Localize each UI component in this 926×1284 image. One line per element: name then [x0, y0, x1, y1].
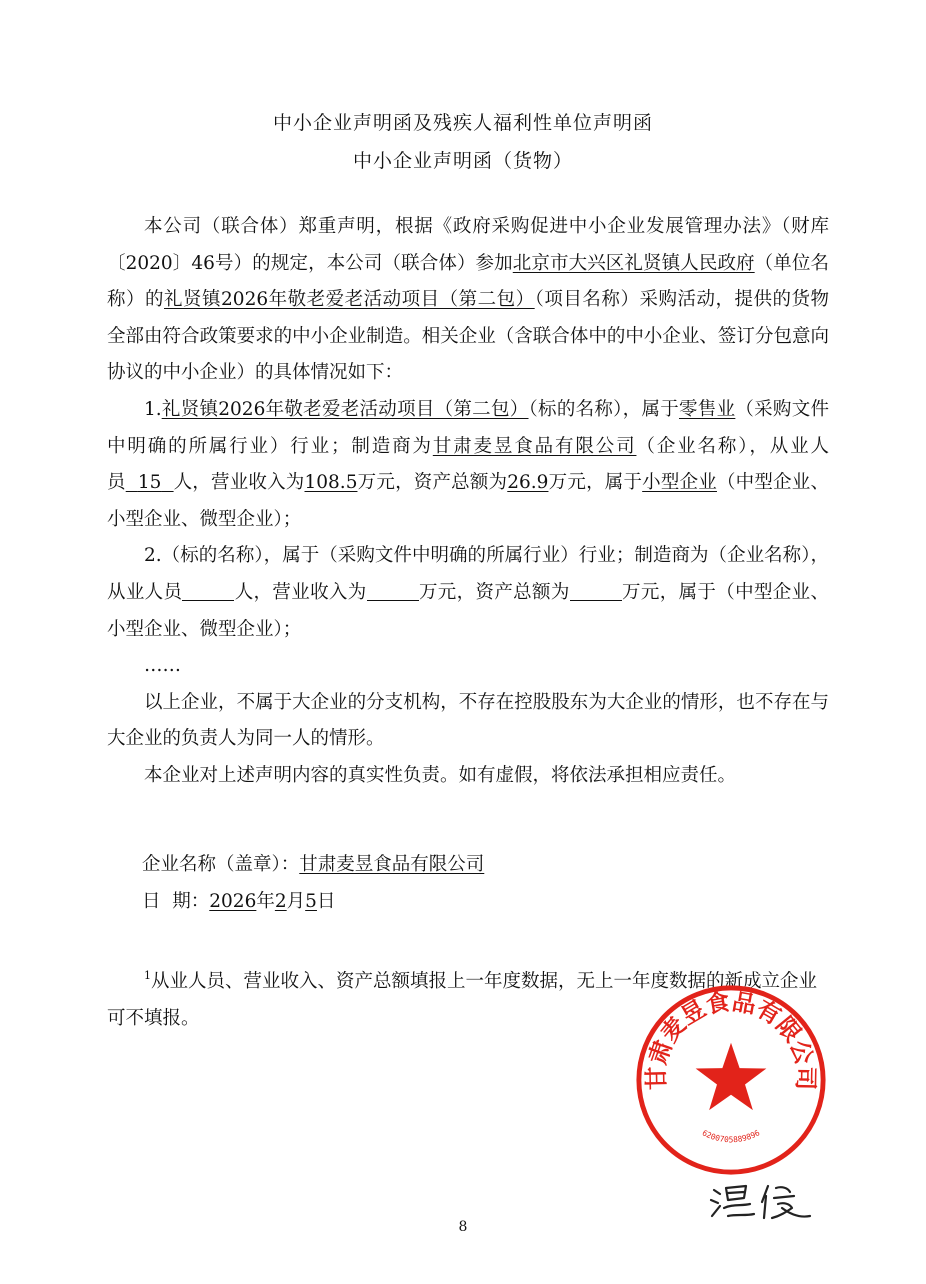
blank-revenue: [367, 578, 419, 601]
company-seal: [633, 982, 829, 1178]
ellipsis: ……: [144, 655, 181, 677]
company-name-label: 企业名称（盖章）：: [142, 854, 300, 875]
intro-paragraph: 本公司（联合体）郑重声明，根据《政府采购促进中小企业发展管理办法》（财库〔2020〕46号）的规定，本公司（联合体）参加北京市大兴区礼贤镇人民政府（单位名称）的礼贤镇2026年敬老爱老活动项目（第二包）（项目名称）采购活动，提供的货物全部由符合政策要求的中小企业制造。相关企业（含联合体中的中小企业、签订分包意向协议的中小企业）的具体情况如下：: [107, 216, 829, 384]
statement-responsibility: 本企业对上述声明内容的真实性负责。如有虚假，将依法承担相应责任。: [144, 764, 737, 786]
revenue-value: 108.5: [304, 472, 358, 494]
date-line: 日 期：2026年2月5日: [142, 891, 336, 912]
blank-employees: [182, 578, 234, 601]
document-subtitle: 中小企业声明函（货物）: [352, 150, 573, 172]
enterprise-size: 小型企业: [642, 472, 717, 494]
manufacturer-name: 甘肃麦昱食品有限公司: [432, 435, 637, 457]
document-title: 中小企业声明函及残疾人福利性单位声明函: [272, 112, 653, 134]
employee-count: 15: [137, 472, 162, 494]
date-month: 2: [274, 891, 287, 912]
seal-code: 6200705889896: [700, 1128, 762, 1145]
footnote-text: 从业人员、营业收入、资产总额填报上一年度数据，无上一年度数据的新成立企业可不填报。: [107, 971, 818, 1029]
seal-star-icon: [696, 1043, 767, 1110]
blank-assets: [570, 578, 622, 601]
seal-arc-text: 甘肃麦昱食品有限公司: [642, 987, 820, 1091]
assets-value: 26.9: [507, 472, 549, 494]
company-name-value: 甘肃麦昱食品有限公司: [299, 854, 485, 875]
company-name-line: [142, 850, 484, 876]
lot-name: 礼贤镇2026年敬老爱老活动项目（第二包）: [161, 398, 529, 420]
handwritten-signature: [706, 1178, 816, 1222]
project-name: 礼贤镇2026年敬老爱老活动项目（第二包）: [164, 289, 535, 311]
buyer-name: 北京市大兴区礼贤镇人民政府: [512, 252, 755, 274]
date-year: 2026: [209, 891, 257, 912]
page-number: 8: [458, 1219, 468, 1235]
statement-no-large-enterprise: 以上企业，不属于大企业的分支机构，不存在控股股东为大企业的情形，也不存在与大企业的负责人为同一人的情形。: [107, 691, 829, 750]
date-day: 5: [305, 891, 317, 912]
footnote-marker: 1: [144, 969, 151, 982]
industry: 零售业: [679, 398, 736, 420]
declaration-body: [107, 209, 829, 795]
item-2-paragraph: 2.（标的名称），属于（采购文件中明确的所属行业）行业；制造商为（企业名称），从业人员 人，营业收入为 万元，资产总额为 万元，属于（中型企业、小型企业、微型企业）；: [107, 545, 829, 640]
item-1-paragraph: 1.礼贤镇2026年敬老爱老活动项目（第二包）（标的名称），属于零售业（采购文件中明确的所属行业）行业；制造商为甘肃麦昱食品有限公司（企业名称），从业人员 15 人，营业收入为108.5万元，资产总额为26.9万元，属于小型企业（中型企业、小型企业、微型企业）；: [107, 398, 829, 530]
date-label: 日 期：: [142, 891, 210, 912]
